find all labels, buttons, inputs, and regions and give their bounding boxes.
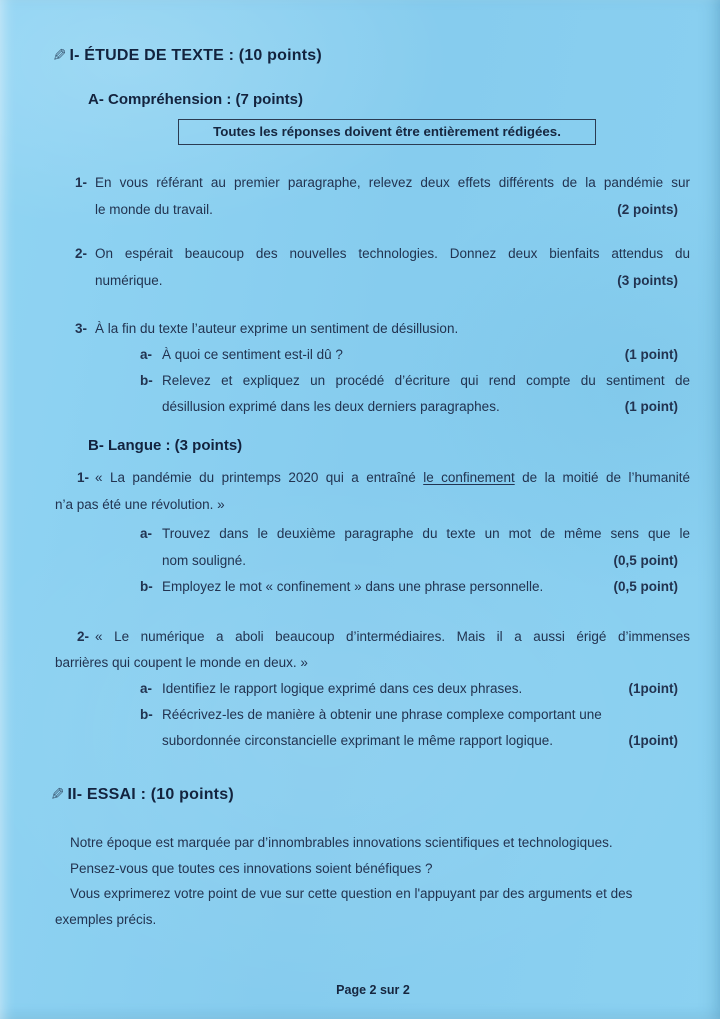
essay-prompt — [55, 830, 690, 932]
subquestion-text: Réécrivez-les de manière à obtenir une phrase complexe comportant une — [162, 707, 602, 722]
question-3a — [140, 342, 690, 368]
question-1 — [55, 169, 690, 223]
quote-line — [55, 624, 690, 650]
question-2 — [55, 240, 690, 294]
points-label: (1 point) — [624, 347, 678, 362]
question-text-line: En vous référant au premier paragraphe, relevez deux effets différents de la pandémie sur — [95, 175, 690, 190]
pencil-icon: ✎ — [52, 46, 67, 65]
subquestion-text: Relevez et expliquez un procédé d’écriture qui rend compte du sentiment de — [162, 373, 690, 388]
subquestion-text: nom souligné. — [162, 552, 247, 568]
subquestion-text: Employez le mot « confinement » dans une phrase personnelle. — [162, 579, 544, 594]
points-label: (0,5 point) — [613, 552, 678, 568]
question-3 — [55, 316, 690, 420]
langue-q1b — [140, 574, 690, 601]
essay-line: exemples précis. — [55, 911, 157, 927]
section-etude-title: I- ÉTUDE DE TEXTE : (10 points) — [69, 47, 322, 64]
question-text-line: numérique. — [95, 273, 163, 288]
subquestion-text: Identifiez le rapport logique exprimé dans ces deux phrases. — [162, 681, 523, 696]
section-essai-heading — [50, 785, 234, 805]
notice-box: Toutes les réponses doivent être entièrement rédigées. — [178, 119, 596, 145]
question-number: 1- — [75, 175, 88, 190]
essay-line: Vous exprimerez votre point de vue sur cette question en l'appuyant par des arguments et des — [70, 886, 633, 901]
comprehension-heading: A- Compréhension : (7 points) — [88, 91, 303, 108]
underlined-word: le confinement — [423, 470, 515, 485]
points-label: (2 points) — [617, 202, 678, 217]
quote-line: barrières qui coupent le monde en deux. » — [55, 655, 308, 670]
question-3b — [140, 368, 690, 420]
subquestion-letter: b- — [140, 579, 153, 594]
question-number: 3- — [75, 321, 88, 336]
question-text-line: On espérait beaucoup des nouvelles technologies. Donnez deux bienfaits attendus du — [95, 246, 690, 261]
subquestion-letter: a- — [140, 681, 153, 696]
points-label: (1point) — [628, 733, 678, 748]
langue-q1a — [140, 521, 690, 574]
points-label: (1point) — [628, 681, 678, 696]
quote-text: de la moitié de l’humanité — [514, 470, 690, 485]
section-etude-heading — [52, 46, 322, 66]
question-number: 1- — [77, 470, 90, 485]
quote-text: « La pandémie du printemps 2020 qui a entraîné — [95, 470, 424, 485]
subquestion-letter: b- — [140, 373, 153, 388]
question-number: 2- — [77, 629, 90, 644]
points-label: (3 points) — [617, 273, 678, 288]
question-number: 2- — [75, 246, 88, 261]
quote-line: n’a pas été une révolution. » — [55, 496, 225, 512]
langue-heading: B- Langue : (3 points) — [88, 437, 243, 454]
quote-text: « Le numérique a aboli beaucoup d’intermédiaires. Mais il a aussi érigé d’immenses — [95, 629, 690, 644]
question-text-line: À la fin du texte l’auteur exprime un sentiment de désillusion. — [95, 321, 459, 336]
points-label: (0,5 point) — [613, 579, 678, 594]
langue-q2b — [140, 702, 690, 754]
subquestion-letter: b- — [140, 707, 153, 722]
subquestion-text: désillusion exprimé dans les deux derniers paragraphes. — [162, 399, 500, 414]
points-label: (1 point) — [624, 399, 678, 414]
section-essai-title: II- ESSAI : (10 points) — [67, 786, 234, 803]
subquestion-text: À quoi ce sentiment est-il dû ? — [162, 347, 343, 362]
langue-question-1 — [55, 465, 690, 601]
pencil-icon: ✎ — [50, 785, 65, 804]
langue-q2a — [140, 676, 690, 702]
essay-line: Pensez-vous que toutes ces innovations soient bénéfiques ? — [70, 860, 433, 876]
quote-line — [55, 465, 690, 492]
page-number: Page 2 sur 2 — [336, 983, 410, 997]
subquestion-text: Trouvez dans le deuxième paragraphe du texte un mot de même sens que le — [162, 526, 690, 541]
subquestion-letter: a- — [140, 347, 153, 362]
subquestion-text: subordonnée circonstancielle exprimant le même rapport logique. — [162, 733, 553, 748]
subquestion-letter: a- — [140, 526, 153, 541]
essay-line: Notre époque est marquée par d’innombrables innovations scientifiques et technologiques. — [70, 835, 613, 850]
langue-question-2 — [55, 624, 690, 754]
question-text-line: le monde du travail. — [95, 202, 213, 217]
